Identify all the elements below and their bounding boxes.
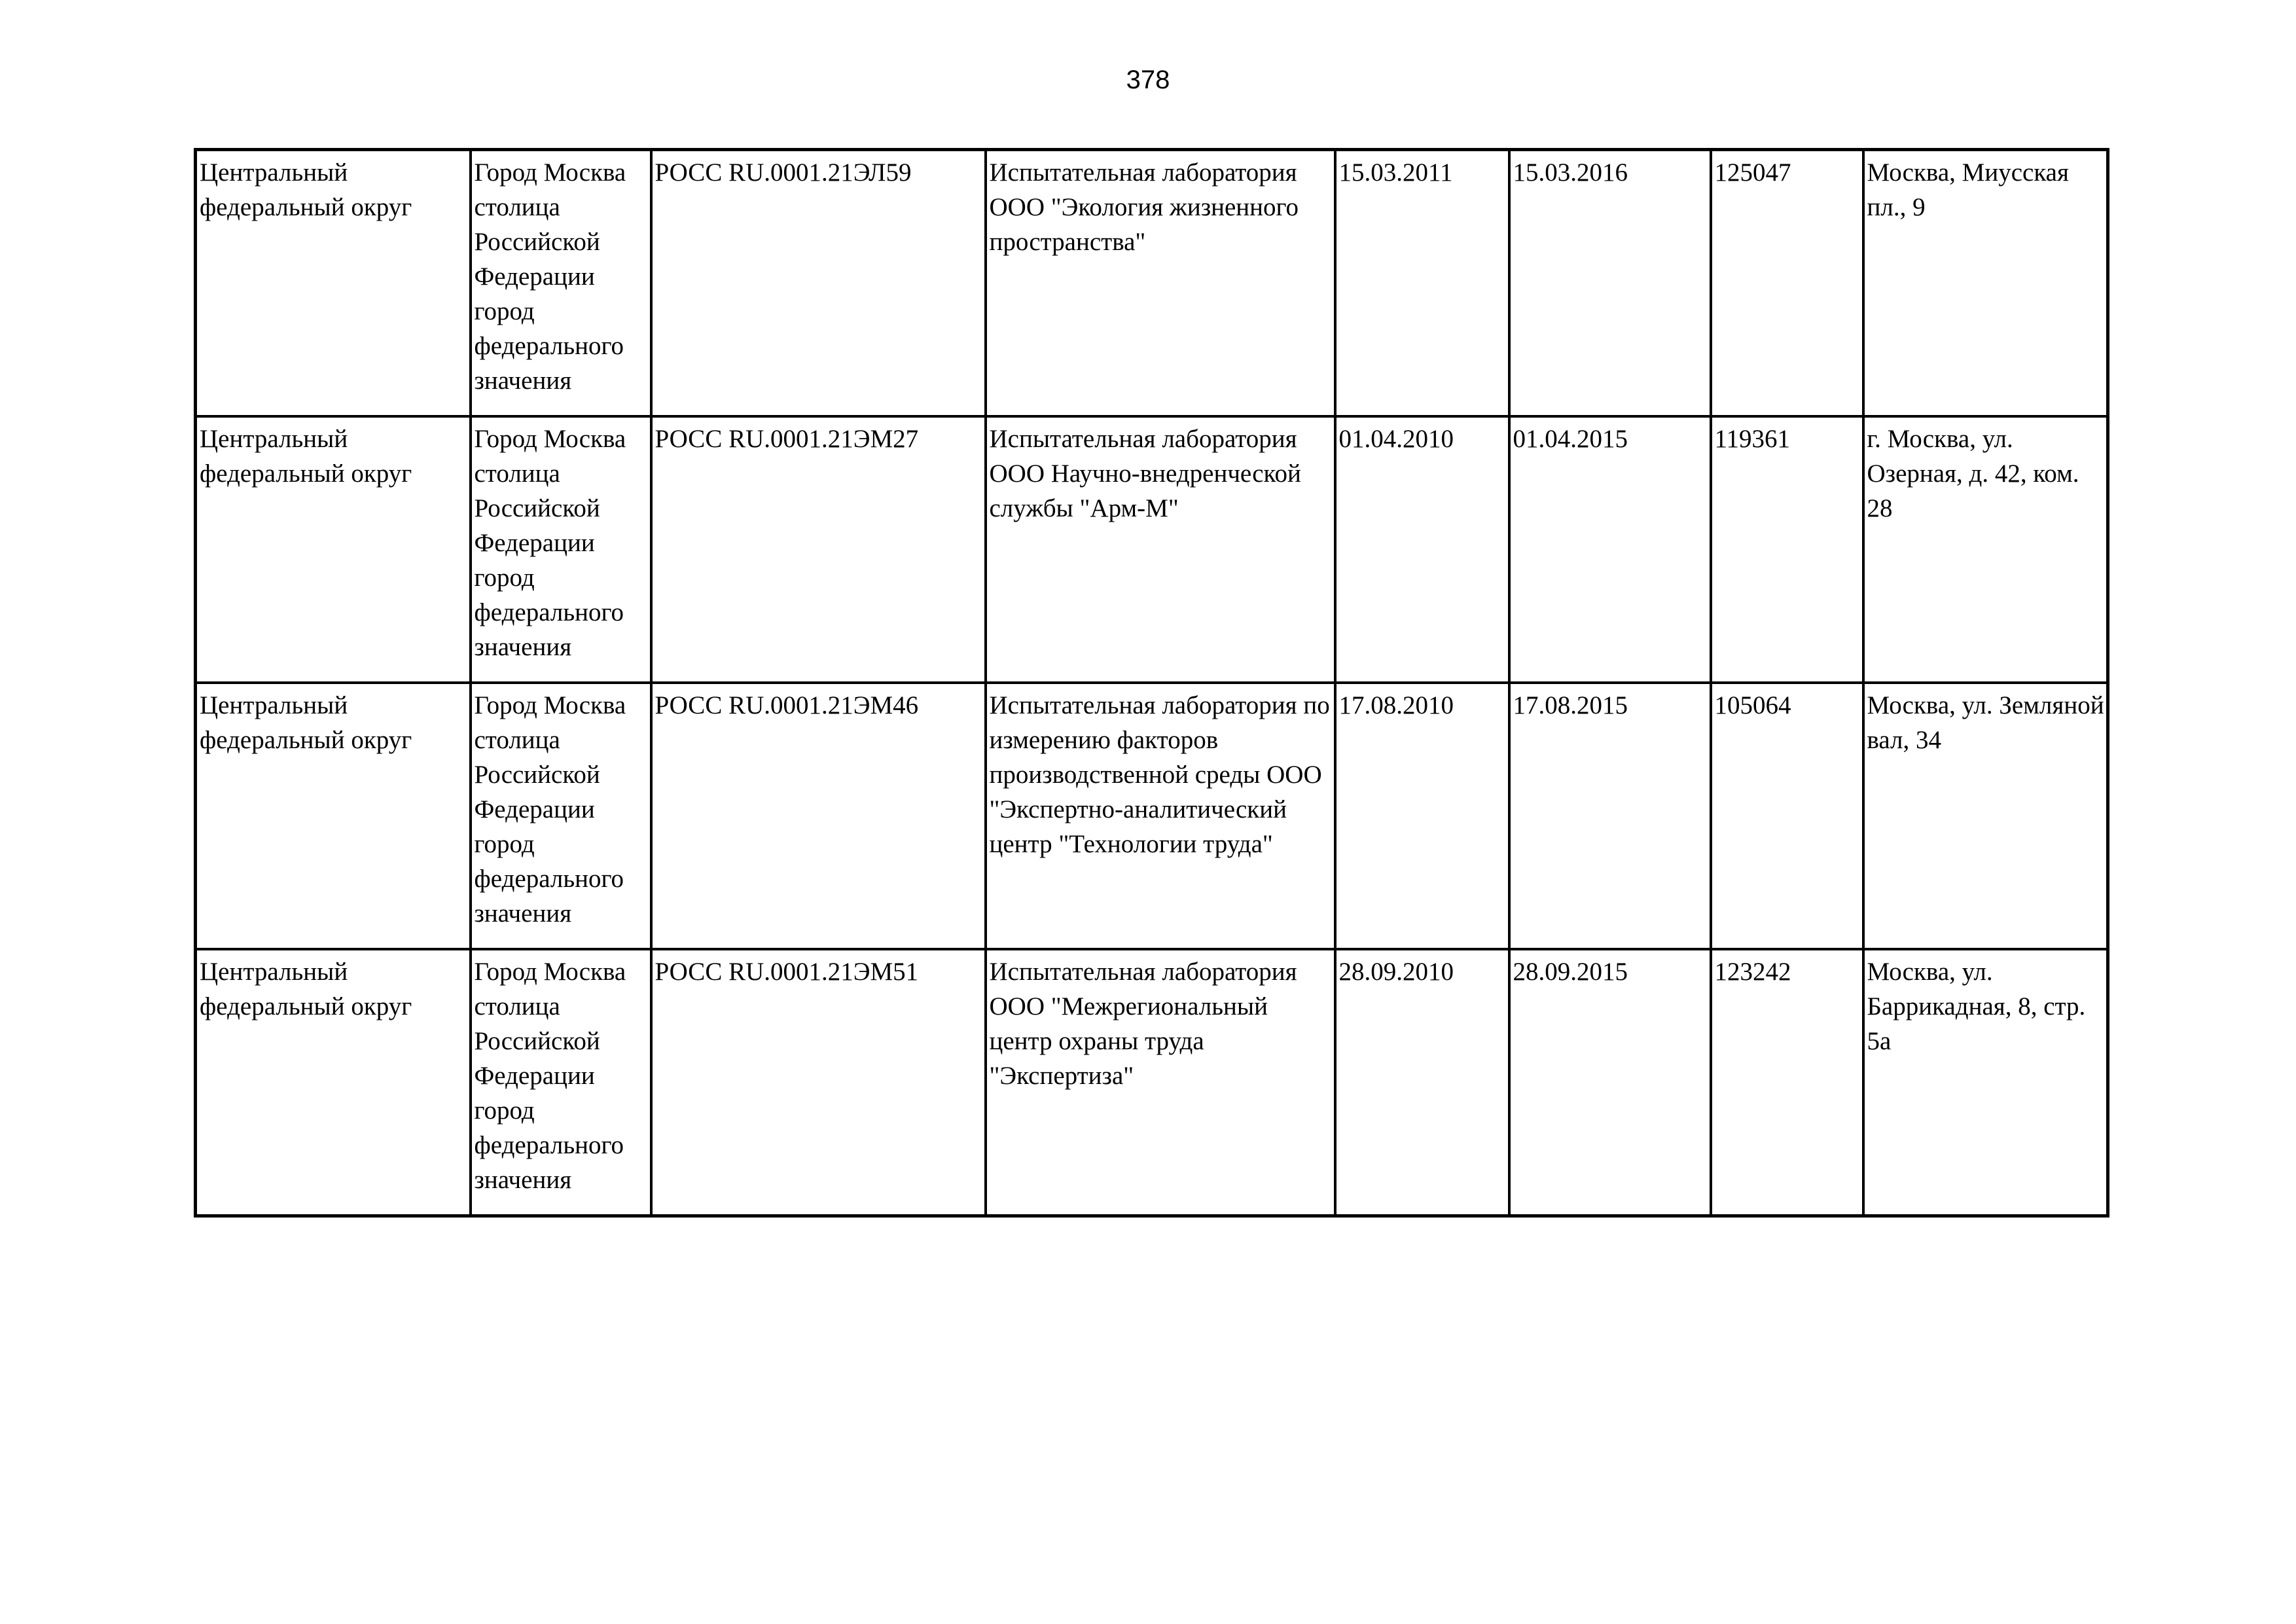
table-row bbox=[196, 683, 2108, 949]
district-cell: Центральный федеральный округ bbox=[196, 416, 471, 683]
date-issued-cell: 17.08.2010 bbox=[1335, 683, 1509, 949]
subject-cell: Город Москва столица Российской Федерации город федерального значения bbox=[471, 683, 651, 949]
date-issued-cell: 15.03.2011 bbox=[1335, 150, 1509, 417]
lab-name-cell: Испытательная лаборатория ООО "Экология жизненного пространства" bbox=[986, 150, 1335, 417]
lab-name-cell: Испытательная лаборатория ООО Научно-внедренческой службы "Арм-М" bbox=[986, 416, 1335, 683]
page-number: 378 bbox=[1126, 65, 1170, 94]
table-row bbox=[196, 150, 2108, 417]
district-cell: Центральный федеральный округ bbox=[196, 949, 471, 1216]
postal-code-cell: 123242 bbox=[1711, 949, 1863, 1216]
date-expires-cell: 01.04.2015 bbox=[1509, 416, 1711, 683]
lab-name-cell: Испытательная лаборатория ООО "Межрегиональный центр охраны труда "Экспертиза" bbox=[986, 949, 1335, 1216]
address-cell: Москва, ул. Земляной вал, 34 bbox=[1863, 683, 2108, 949]
district-cell: Центральный федеральный округ bbox=[196, 150, 471, 417]
address-cell: Москва, Миусская пл., 9 bbox=[1863, 150, 2108, 417]
address-cell: Москва, ул. Баррикадная, 8, стр. 5а bbox=[1863, 949, 2108, 1216]
lab-name-cell: Испытательная лаборатория по измерению факторов производственной среды ООО "Экспертно-аналитический центр "Технологии труда" bbox=[986, 683, 1335, 949]
address-cell: г. Москва, ул. Озерная, д. 42, ком. 28 bbox=[1863, 416, 2108, 683]
registry-table bbox=[194, 148, 2109, 1218]
date-issued-cell: 01.04.2010 bbox=[1335, 416, 1509, 683]
postal-code-cell: 125047 bbox=[1711, 150, 1863, 417]
date-expires-cell: 28.09.2015 bbox=[1509, 949, 1711, 1216]
subject-cell: Город Москва столица Российской Федерации город федерального значения bbox=[471, 416, 651, 683]
postal-code-cell: 105064 bbox=[1711, 683, 1863, 949]
cert-number-cell: РОСС RU.0001.21ЭМ27 bbox=[651, 416, 986, 683]
date-expires-cell: 15.03.2016 bbox=[1509, 150, 1711, 417]
date-expires-cell: 17.08.2015 bbox=[1509, 683, 1711, 949]
table-row bbox=[196, 949, 2108, 1216]
subject-cell: Город Москва столица Российской Федерации город федерального значения bbox=[471, 949, 651, 1216]
table-row bbox=[196, 416, 2108, 683]
cert-number-cell: РОСС RU.0001.21ЭМ46 bbox=[651, 683, 986, 949]
date-issued-cell: 28.09.2010 bbox=[1335, 949, 1509, 1216]
cert-number-cell: РОСС RU.0001.21ЭМ51 bbox=[651, 949, 986, 1216]
cert-number-cell: РОСС RU.0001.21ЭЛ59 bbox=[651, 150, 986, 417]
postal-code-cell: 119361 bbox=[1711, 416, 1863, 683]
subject-cell: Город Москва столица Российской Федерации город федерального значения bbox=[471, 150, 651, 417]
district-cell: Центральный федеральный округ bbox=[196, 683, 471, 949]
